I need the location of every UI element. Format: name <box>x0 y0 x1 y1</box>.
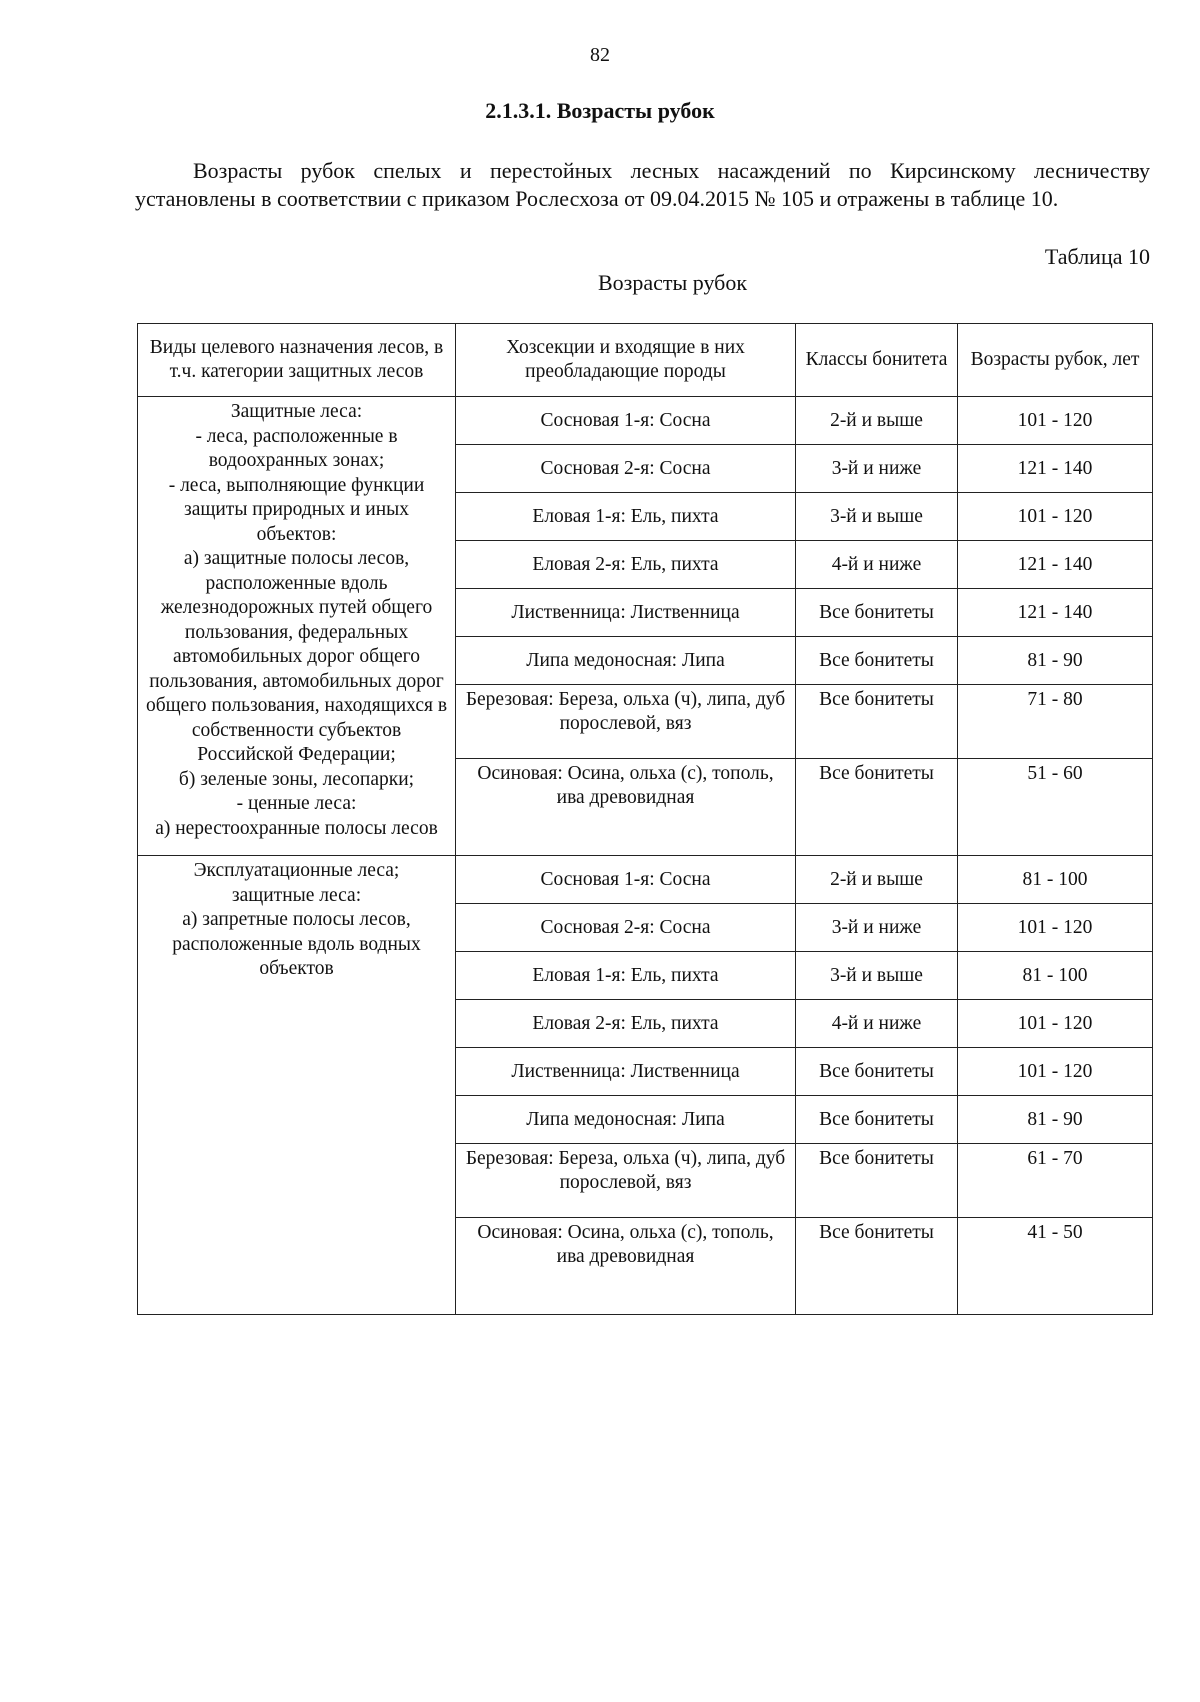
bonitet-class-cell: 3-й и выше <box>796 952 958 1000</box>
section-cell: Еловая 1-я: Ель, пихта <box>456 952 796 1000</box>
bonitet-class-cell: Все бонитеты <box>796 1048 958 1096</box>
cutting-age-cell: 101 - 120 <box>958 1000 1153 1048</box>
bonitet-class-cell: Все бонитеты <box>796 685 958 759</box>
cutting-age-cell: 41 - 50 <box>958 1218 1153 1315</box>
cutting-age-cell: 81 - 100 <box>958 952 1153 1000</box>
cutting-age-cell: 71 - 80 <box>958 685 1153 759</box>
section-cell: Осиновая: Осина, ольха (с), тополь, ива древовидная <box>456 1218 796 1315</box>
category-line: Защитные леса: <box>230 401 363 422</box>
section-cell: Лиственница: Лиственница <box>456 1048 796 1096</box>
category-line: - леса, расположенные в водоохранных зонах; <box>195 425 398 471</box>
cutting-age-cell: 61 - 70 <box>958 1144 1153 1218</box>
section-cell: Липа медоносная: Липа <box>456 637 796 685</box>
cutting-age-cell: 101 - 120 <box>958 1048 1153 1096</box>
bonitet-class-cell: Все бонитеты <box>796 637 958 685</box>
bonitet-class-cell: 2-й и выше <box>796 856 958 904</box>
section-cell: Еловая 1-я: Ель, пихта <box>456 493 796 541</box>
cutting-age-cell: 121 - 140 <box>958 541 1153 589</box>
bonitet-class-cell: 4-й и ниже <box>796 541 958 589</box>
cutting-age-cell: 121 - 140 <box>958 589 1153 637</box>
table-row <box>138 856 1153 904</box>
bonitet-class-cell: Все бонитеты <box>796 1144 958 1218</box>
cutting-age-cell: 121 - 140 <box>958 445 1153 493</box>
bonitet-class-cell: 2-й и выше <box>796 397 958 445</box>
category-line: а) защитные полосы лесов, расположенные вдоль железнодорожных путей общего пользования, федеральных автомобильных дорог общего пользования, автомобильных дорог общего пользования, находящихся в собственности субъектов Российской Федерации; <box>145 548 448 765</box>
category-line: - леса, выполняющие функции защиты природных и иных объектов: <box>168 474 425 545</box>
header-ages: Возрасты рубок, лет <box>958 324 1153 397</box>
category-line: защитные леса: <box>231 884 362 906</box>
cutting-age-cell: 101 - 120 <box>958 904 1153 952</box>
section-cell: Лиственница: Лиственница <box>456 589 796 637</box>
section-cell: Сосновая 1-я: Сосна <box>456 856 796 904</box>
bonitet-class-cell: 3-й и ниже <box>796 445 958 493</box>
cutting-ages-table <box>137 323 1153 1315</box>
cutting-age-cell: 81 - 90 <box>958 637 1153 685</box>
category-line: а) нерестоохранные полосы лесов <box>155 817 438 839</box>
forest-category-cell <box>138 397 456 856</box>
cutting-age-cell: 81 - 100 <box>958 856 1153 904</box>
bonitet-class-cell: Все бонитеты <box>796 589 958 637</box>
section-cell: Осиновая: Осина, ольха (с), тополь, ива древовидная <box>456 759 796 856</box>
section-cell: Березовая: Береза, ольха (ч), липа, дуб порослевой, вяз <box>456 1144 796 1218</box>
bonitet-class-cell: 3-й и ниже <box>796 904 958 952</box>
section-cell: Сосновая 2-я: Сосна <box>456 904 796 952</box>
table-header-row <box>138 324 1153 397</box>
table-body <box>138 397 1153 1315</box>
table-title: Возрасты рубок <box>597 270 748 295</box>
category-line: б) зеленые зоны, лесопарки; <box>178 768 415 790</box>
section-cell: Липа медоносная: Липа <box>456 1096 796 1144</box>
bonitet-class-cell: 3-й и выше <box>796 493 958 541</box>
page-number: 82 <box>590 44 610 66</box>
bonitet-class-cell: Все бонитеты <box>796 1096 958 1144</box>
header-classes: Классы бонитета <box>796 324 958 397</box>
section-cell: Березовая: Береза, ольха (ч), липа, дуб порослевой, вяз <box>456 685 796 759</box>
section-cell: Еловая 2-я: Ель, пихта <box>456 1000 796 1048</box>
bonitet-class-cell: Все бонитеты <box>796 1218 958 1315</box>
table-row <box>138 397 1153 445</box>
table-label: Таблица 10 <box>1044 244 1150 269</box>
section-cell: Сосновая 1-я: Сосна <box>456 397 796 445</box>
forest-category-cell <box>138 856 456 1315</box>
bonitet-class-cell: 4-й и ниже <box>796 1000 958 1048</box>
header-sections: Хозсекции и входящие в них преобладающие породы <box>456 324 796 397</box>
cutting-age-cell: 51 - 60 <box>958 759 1153 856</box>
category-line: - ценные леса: <box>236 793 357 814</box>
cutting-age-cell: 81 - 90 <box>958 1096 1153 1144</box>
bonitet-class-cell: Все бонитеты <box>796 759 958 856</box>
cutting-age-cell: 101 - 120 <box>958 493 1153 541</box>
header-purpose: Виды целевого назначения лесов, в т.ч. категории защитных лесов <box>138 324 456 397</box>
intro-paragraph: Возрасты рубок спелых и перестойных лесных насаждений по Кирсинскому лесничеству установлены в соответствии с приказом Рослесхоза от 09.04.2015 № 105 и отражены в таблице 10. <box>135 158 1150 211</box>
category-line: а) запретные полосы лесов, расположенные вдоль водных объектов <box>172 909 421 979</box>
cutting-age-cell: 101 - 120 <box>958 397 1153 445</box>
section-cell: Сосновая 2-я: Сосна <box>456 445 796 493</box>
section-title: 2.1.3.1. Возрасты рубок <box>485 98 715 123</box>
category-line: Эксплуатационные леса; <box>193 860 400 881</box>
section-cell: Еловая 2-я: Ель, пихта <box>456 541 796 589</box>
